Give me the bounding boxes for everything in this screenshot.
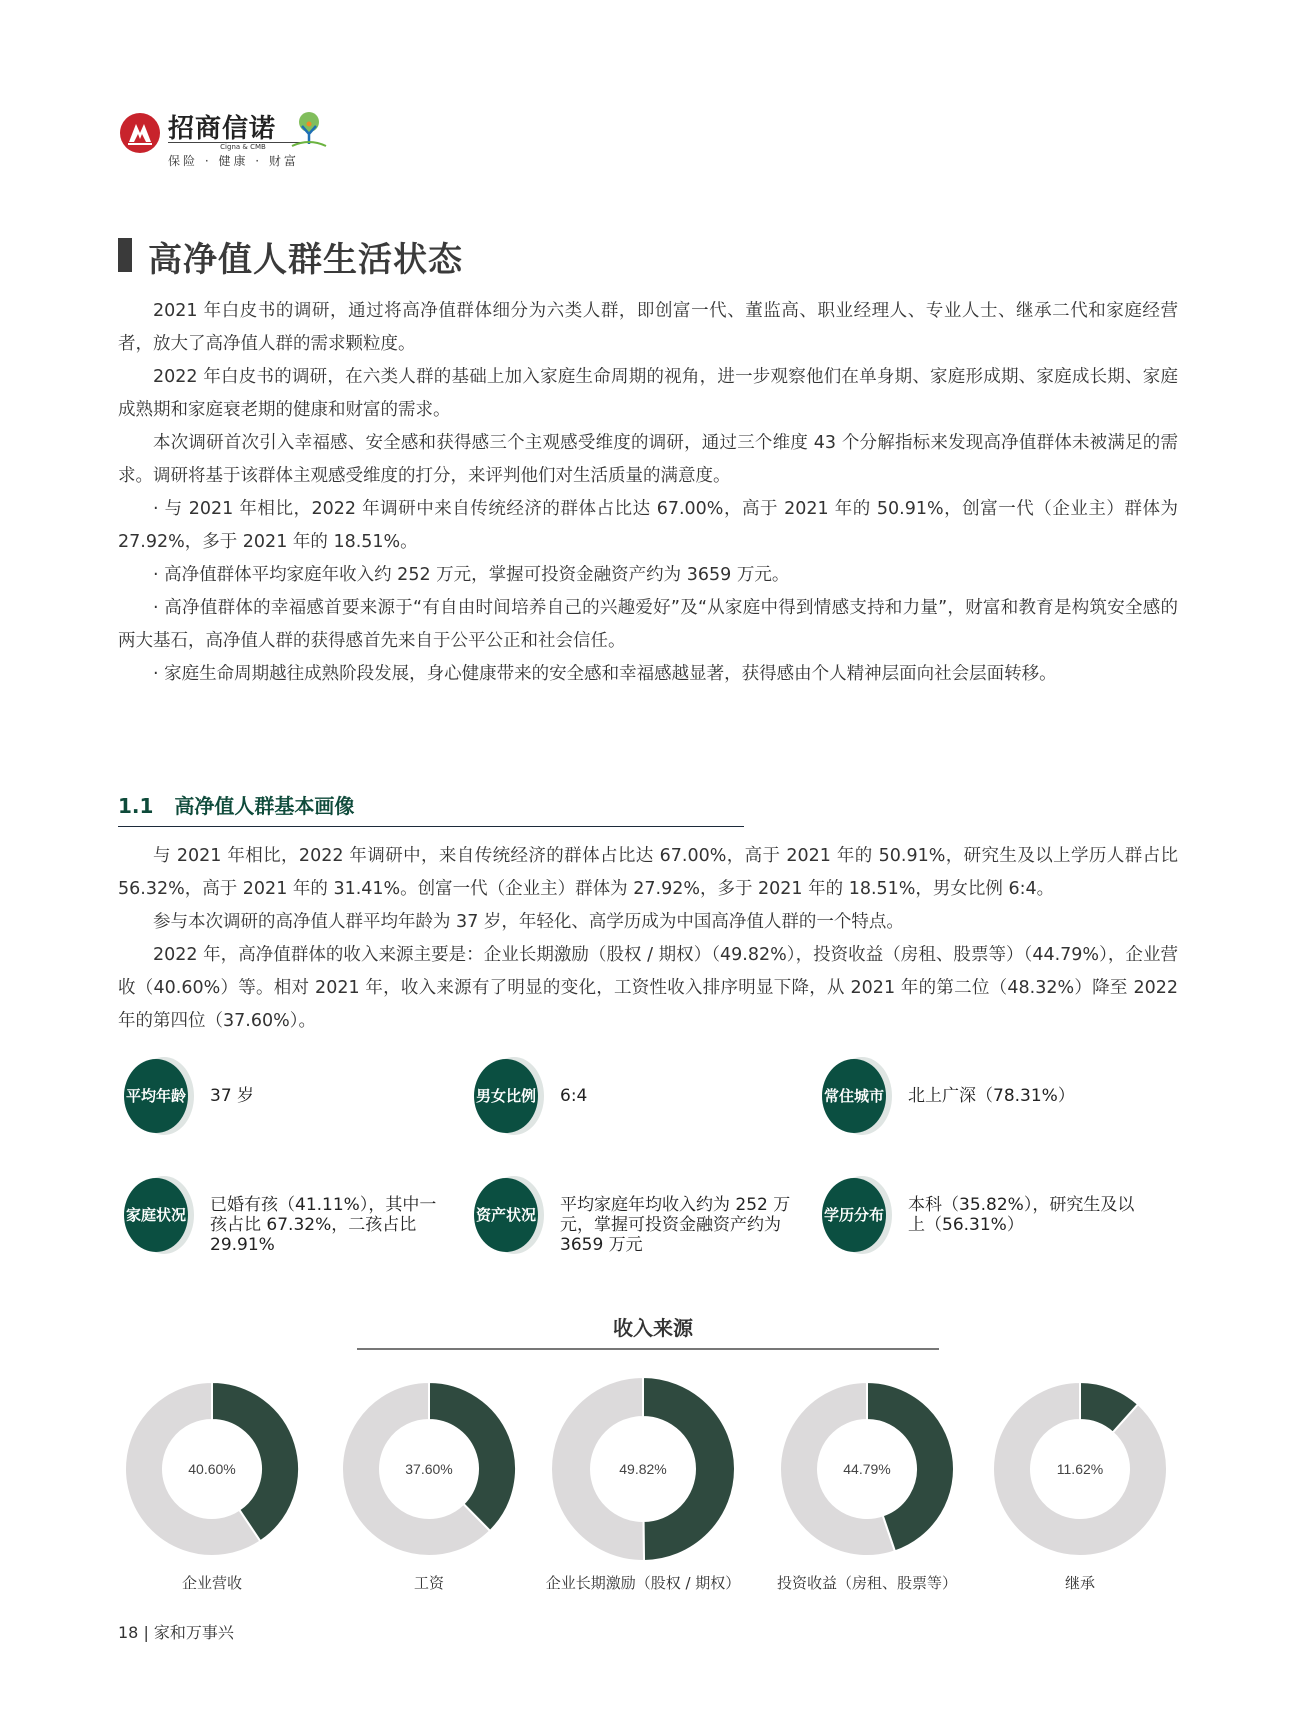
intro-bullet: · 高净值群体的幸福感首要来源于“有自由时间培养自己的兴趣爱好”及“从家庭中得到情感支持和力量”，财富和教育是构筑安全感的两大基石，高净值人群的获得感首先来自于公平公正和社会信任。 [118,598,1178,651]
donut-category-label: 企业营收 [181,1574,242,1592]
section-paragraph: 参与本次调研的高净值人群平均年龄为 37 岁，年轻化、高学历成为中国高净值人群的一个特点。 [153,912,904,932]
chart-title: 收入来源 [613,1316,693,1340]
stat-value: 已婚有孩（41.11%），其中一孩占比 67.32%，二孩占比 29.91% [210,1195,437,1255]
page-number: 18 [118,1623,139,1642]
income-source-donuts [0,1370,1306,1570]
stat-item [816,1175,1146,1255]
donut-chart [551,1377,735,1561]
stat-item [468,1175,798,1255]
donut-category-label: 投资收益（房租、股票等） [776,1574,957,1592]
stat-label: 常住城市 [823,1087,884,1105]
stat-label: 平均年龄 [125,1087,186,1105]
section-paragraph: 与 2021 年相比，2022 年调研中，来自传统经济的群体占比达 67.00%，高于 2021 年的 50.91%，研究生及以上学历人群占比 56.32%，高于 2021 年的 31.41%。创富一代（企业主）群体为 27.92%，多于 2021 年的 18.51%，男女比例 6:4。 [118,846,1178,899]
stat-item [118,1056,448,1136]
donut-category-label: 企业长期激励（股权 / 期权） [545,1574,741,1592]
stat-label: 家庭状况 [125,1206,186,1224]
stat-value: 本科（35.82%），研究生及以上（56.31%） [908,1195,1135,1235]
stat-badge [468,1056,548,1136]
intro-paragraph: 2021 年白皮书的调研，通过将高净值群体细分为六类人群，即创富一代、董监高、职业经理人、专业人士、继承二代和家庭经营者，放大了高净值人群的需求颗粒度。 [118,301,1178,354]
donut-chart [342,1382,516,1556]
intro-paragraph: 2022 年白皮书的调研，在六类人群的基础上加入家庭生命周期的视角，进一步观察他们在单身期、家庭形成期、家庭成长期、家庭成熟期和家庭衰老期的健康和财富的需求。 [118,367,1178,420]
page-title: 高净值人群生活状态 [148,240,463,280]
stat-item [118,1175,448,1255]
logo-name-cn: 招商信诺 [168,114,277,144]
donut-chart [993,1382,1167,1556]
donut-value-label: 49.82% [619,1461,667,1477]
intro-bullet: · 与 2021 年相比，2022 年调研中来自传统经济的群体占比达 67.00%，高于 2021 年的 50.91%，创富一代（企业主）群体为 27.92%，多于 2021 年的 18.51%。 [118,499,1178,552]
chart-title-underline [357,1348,939,1350]
stat-badge [468,1175,548,1255]
stat-label: 男女比例 [475,1087,536,1105]
donut-value-label: 37.60% [405,1461,453,1477]
stat-badge [816,1056,896,1136]
stat-item [816,1056,1146,1136]
stat-value: 平均家庭年均收入约为 252 万元，掌握可投资金融资产约为 3659 万元 [560,1195,791,1255]
donut-value-label: 44.79% [843,1461,891,1477]
intro-paragraph: 本次调研首次引入幸福感、安全感和获得感三个主观感受维度的调研，通过三个维度 43 个分解指标来发现高净值群体未被满足的需求。调研将基于该群体主观感受维度的打分，来评判他们对生活质量的满意度。 [118,433,1178,486]
intro-bullet: · 家庭生命周期越往成熟阶段发展，身心健康带来的安全感和幸福感越显著，获得感由个人精神层面向社会层面转移。 [153,664,1057,684]
stat-badge [118,1056,198,1136]
donut-category-label: 继承 [1064,1574,1095,1592]
logo-name-en: Cigna & CMB [168,142,318,152]
section-paragraph: 2022 年，高净值群体的收入来源主要是：企业长期激励（股权 / 期权）（49.82%），投资收益（房租、股票等）（44.79%），企业营收（40.60%）等。相对 2021 年，收入来源有了明显的变化，工资性收入排序明显下降，从 2021 年的第二位（48.32%）降至 2022 年的第四位（37.60%）。 [118,945,1178,1031]
page-footer: 18 | 家和万事兴 [118,1623,234,1642]
section-text [118,840,1178,1038]
footer-section-name: 家和万事兴 [153,1623,234,1642]
donut-value-label: 11.62% [1056,1461,1104,1477]
stat-value: 37 岁 [210,1086,255,1106]
tree-logo-icon [290,110,328,150]
stat-value: 北上广深（78.31%） [908,1086,1075,1106]
stat-label: 资产状况 [475,1206,536,1224]
intro-text [118,295,1178,691]
donut-category-label: 工资 [413,1574,444,1592]
donut-value-label: 40.60% [188,1461,236,1477]
section-underline [118,826,744,827]
cmb-logo-icon [120,113,160,153]
donut-chart [780,1382,954,1556]
stat-badge [816,1175,896,1255]
stat-badge [118,1175,198,1255]
section-heading: 1.1 高净值人群基本画像 [118,794,355,818]
logo-tagline: 保险 · 健康 · 财富 [168,154,299,168]
donut-value-segment [429,1382,516,1531]
stat-item [468,1056,798,1136]
intro-bullet: · 高净值群体平均家庭年收入约 252 万元，掌握可投资金融资产约为 3659 万元。 [153,565,790,585]
title-accent-bar [118,238,132,272]
stat-value: 6:4 [560,1086,588,1106]
stat-label: 学历分布 [823,1206,884,1224]
donut-chart [125,1382,299,1556]
company-logo [120,108,340,170]
